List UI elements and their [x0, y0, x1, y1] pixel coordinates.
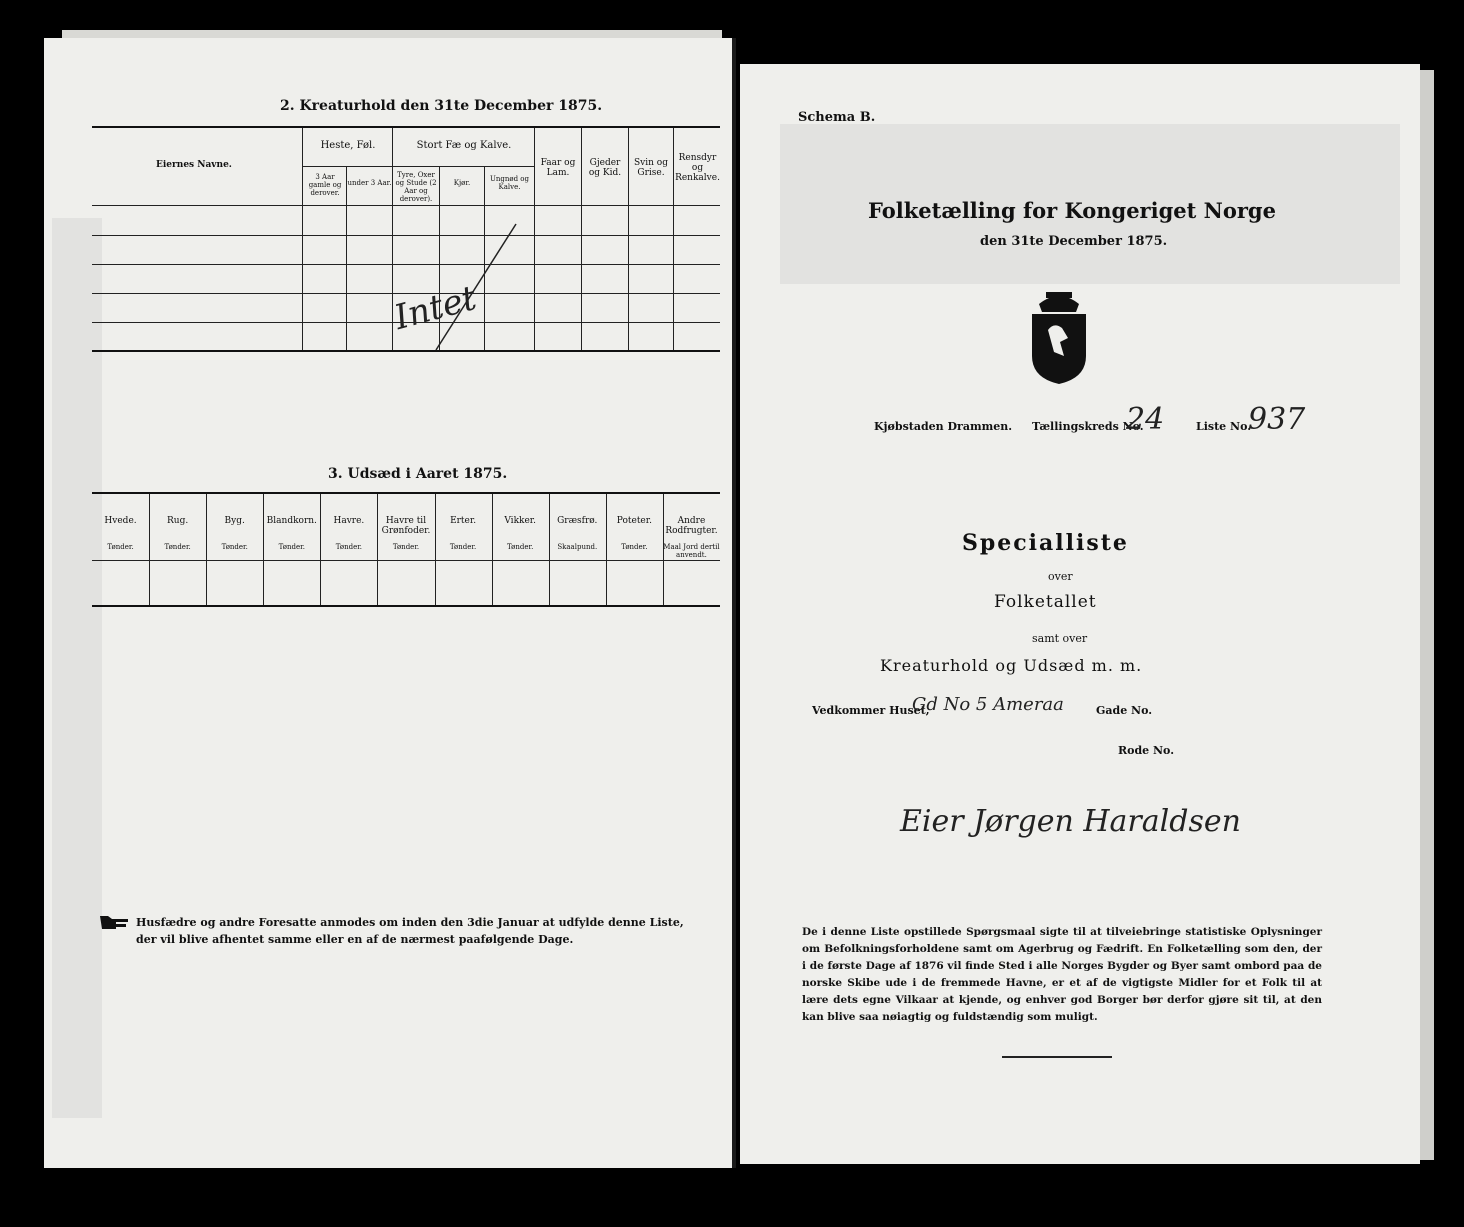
udsaed-col-name: Blandkorn.: [266, 516, 317, 526]
samt-over-label: samt over: [1032, 632, 1088, 645]
rode-label: Rode No.: [1118, 744, 1175, 757]
faar-header: Faar og Lam.: [540, 158, 576, 178]
bleed-through-left: [52, 218, 102, 1118]
fae-sub1-header: Tyre, Oxer og Stude (2 Aar og derover).: [395, 171, 437, 203]
udsaed-col-unit: Tønder.: [107, 543, 134, 551]
udsaed-col-unit: Tønder.: [278, 543, 305, 551]
right-page: [740, 64, 1420, 1164]
rensdyr-header: Rensdyr og Renkalve.: [675, 153, 720, 183]
fae-header: Stort Fæ og Kalve.: [416, 140, 512, 151]
list-label: Liste No.: [1196, 420, 1252, 433]
udsaed-col-unit: Tønder.: [621, 543, 648, 551]
kreaturhold-heading: Kreaturhold og Udsæd m. m.: [880, 656, 1143, 675]
udsaed-col-unit: Tønder.: [221, 543, 248, 551]
fae-sub2-header: Kjør.: [453, 179, 471, 187]
list-number: 937: [1248, 402, 1306, 437]
district-label: Tællingskreds No.: [1032, 420, 1144, 433]
owner-signature: Eier Jørgen Haraldsen: [900, 804, 1241, 839]
heste-header: Heste, Føl.: [320, 140, 376, 151]
schema-label: Schema B.: [798, 110, 876, 125]
udsaed-col-name: Poteter.: [616, 516, 652, 526]
udsaed-col-name: Andre Rodfrugter.: [665, 516, 718, 536]
strike-line: [424, 218, 524, 358]
house-value: Gd No 5 Ameraa: [912, 694, 1064, 715]
heste-sub2-header: under 3 Aar.: [347, 179, 392, 187]
left-page: [44, 38, 736, 1168]
udsaed-col-unit: Tønder.: [164, 543, 191, 551]
specialliste-heading: Specialliste: [962, 530, 1129, 556]
section3-title: 3. Udsæd i Aaret 1875.: [328, 466, 508, 482]
bottom-rule: [1002, 1056, 1112, 1058]
udsaed-col-unit: Skaalpund.: [557, 543, 598, 551]
udsaed-col-unit: Tønder.: [507, 543, 534, 551]
svin-header: Svin og Grise.: [634, 158, 668, 178]
info-paragraph: De i denne Liste opstillede Spørgsmaal sigte til at tilveiebringe statistiske Oplysninger om Befolkningsforholdene samt om Agerbrug og Fædrift. En Folketælling som den, der i de første Dage af 1876 vil finde Sted i alle Norges Bygder og Byer samt ombord paa de norske Skibe ude i de fremmede Havne, er et af de vigtigste Midler for et Folk til at lære dets egne Vilkaar at kjende, og enhver god Borger bør derfor gjøre sit til, at den kan blive saa nøiagtig og fuldstændig som muligt.: [802, 926, 1322, 1023]
district-number: 24: [1126, 402, 1165, 437]
udsaed-col-unit: Tønder.: [335, 543, 363, 551]
fae-sub3-header: Ungnød og Kalve.: [489, 175, 529, 191]
udsaed-col-unit: Tønder.: [392, 543, 420, 551]
udsaed-col-name: Rug.: [167, 516, 189, 526]
section2-title: 2. Kreaturhold den 31te December 1875.: [280, 98, 603, 114]
udsaed-col-name: Havre til Grønfoder.: [381, 516, 431, 536]
pointing-hand-icon: [98, 912, 130, 932]
folketallet-heading: Folketallet: [994, 592, 1097, 612]
udsaed-col-name: Erter.: [450, 516, 477, 526]
udsaed-col-unit: Maal Jord dertil anvendt.: [663, 543, 720, 559]
udsaed-col-name: Byg.: [224, 516, 245, 526]
town-label: Kjøbstaden Drammen.: [874, 420, 1013, 433]
coat-of-arms-icon: [1024, 286, 1094, 386]
handwritten-intet: Intet: [390, 277, 481, 339]
census-title: Folketælling for Kongeriget Norge: [868, 198, 1276, 223]
house-label: Vedkommer Huset,: [812, 704, 930, 717]
owner-names-header: Eiernes Navne.: [156, 160, 232, 170]
udsaed-col-name: Hvede.: [104, 516, 137, 526]
gjeder-header: Gjeder og Kid.: [588, 158, 622, 178]
udsaed-col-name: Græsfrø.: [557, 516, 598, 526]
notice-text: Husfædre og andre Foresatte anmodes om inden den 3die Januar at udfylde denne Liste, der vil blive afhentet samme eller en af de nærmest paafølgende Dage.: [136, 916, 684, 946]
census-date: den 31te December 1875.: [980, 234, 1168, 249]
udsaed-col-name: Havre.: [333, 516, 365, 526]
gade-label: Gade No.: [1096, 704, 1153, 717]
udsaed-col-unit: Tønder.: [449, 543, 477, 551]
heste-sub1-header: 3 Aar gamle og derover.: [308, 173, 342, 197]
over-label: over: [1048, 570, 1073, 583]
udsaed-col-name: Vikker.: [504, 516, 536, 526]
